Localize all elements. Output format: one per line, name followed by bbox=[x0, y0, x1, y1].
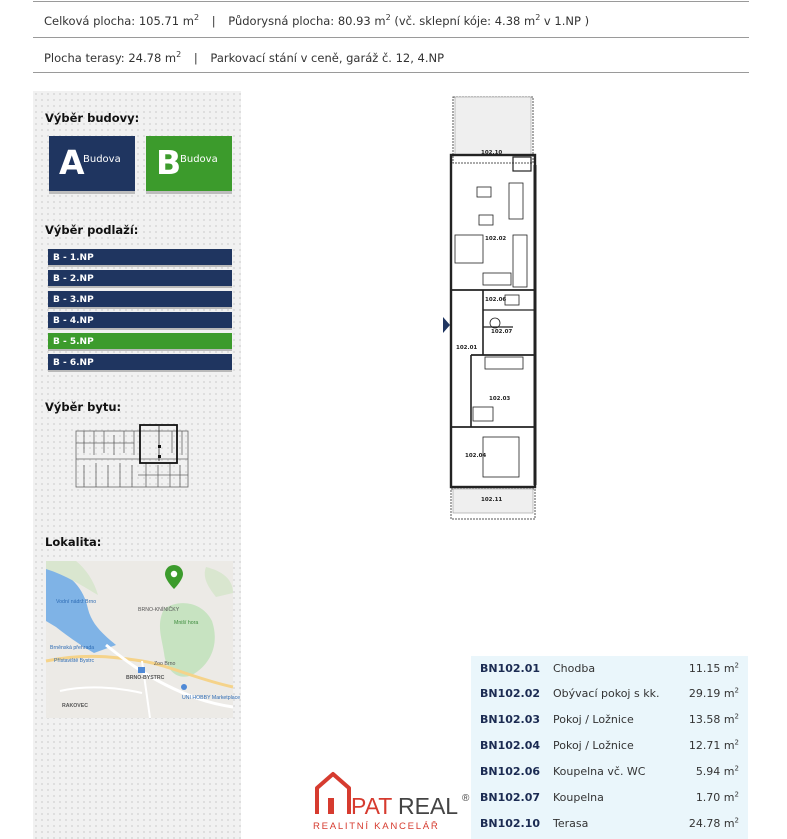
terrace-value: 24.78 m bbox=[128, 50, 177, 65]
floor-area-label: Půdorysná plocha: bbox=[228, 13, 335, 28]
room-label: 102.10 bbox=[481, 150, 503, 156]
room-name: Terasa bbox=[553, 817, 589, 830]
room-area: 1.70 $m^2$ bbox=[695, 790, 739, 804]
area-info-line: Celková plocha: 105.71 $m^2$ | Půdorysná plocha: 80.93 $m^2$ (vč. sklepní kóje: 4.38 $m^2$ v 1.NP ) bbox=[44, 13, 590, 28]
room-label: 102.03 bbox=[489, 396, 511, 402]
building-letter: A bbox=[59, 143, 85, 182]
map-label-kninicky: BRNO-KNÍNIČKY bbox=[138, 607, 180, 613]
building-a-button[interactable] bbox=[49, 136, 135, 194]
floor-title: Výběr podlaží: bbox=[45, 223, 139, 237]
separator: | bbox=[211, 13, 216, 28]
table-row bbox=[471, 785, 748, 810]
table-row bbox=[471, 656, 748, 681]
room-label: 102.04 bbox=[465, 453, 487, 459]
rooms-table bbox=[471, 656, 748, 839]
room-label: 102.06 bbox=[485, 297, 507, 303]
room-area: 24.78 $m^2$ bbox=[688, 816, 739, 830]
table-row bbox=[471, 811, 748, 836]
location-title: Lokalita: bbox=[45, 535, 102, 549]
floor-item-3np[interactable]: B - 3.NP bbox=[48, 291, 232, 309]
logo-tagline: REALITNÍ KANCELÁŘ bbox=[313, 821, 440, 832]
building-label: Budova bbox=[180, 154, 218, 165]
logo-brand-real: REAL bbox=[398, 793, 459, 819]
floor-item-1np[interactable]: B - 1.NP bbox=[48, 249, 232, 267]
zoo-marker-icon bbox=[138, 667, 145, 673]
unit-selector-plan[interactable] bbox=[74, 425, 192, 491]
room-name: Obývací pokoj s kk. bbox=[553, 687, 660, 700]
total-area-value: 105.71 m bbox=[138, 13, 194, 28]
floor-item-2np[interactable]: B - 2.NP bbox=[48, 270, 232, 288]
terrace-label: Plocha terasy: bbox=[44, 50, 125, 65]
room-code: BN102.01 bbox=[480, 662, 541, 675]
room-label: 102.11 bbox=[481, 497, 503, 503]
room-area: 13.58 $m^2$ bbox=[688, 712, 739, 726]
room-code: BN102.07 bbox=[480, 791, 541, 804]
room-code: BN102.06 bbox=[480, 765, 541, 778]
divider-top bbox=[33, 1, 749, 2]
room-name: Pokoj / Ložnice bbox=[553, 739, 634, 752]
map-label-rakovec: RAKOVEC bbox=[62, 703, 88, 709]
room-area: 12.71 $m^2$ bbox=[688, 738, 739, 752]
room-code: BN102.10 bbox=[480, 817, 541, 830]
table-row bbox=[471, 759, 748, 784]
map-label-dam: Brněnská přehrada bbox=[50, 645, 95, 651]
building-title: Výběr budovy: bbox=[45, 111, 140, 125]
map-label-port: Přístaviště Bystrc bbox=[54, 658, 95, 664]
room-code: BN102.02 bbox=[480, 687, 541, 700]
apartment-floor-plan bbox=[443, 95, 538, 520]
cellar-note: (vč. sklepní kóje: 4.38 m bbox=[394, 13, 536, 28]
building-letter: B bbox=[156, 143, 182, 182]
room-label: 102.07 bbox=[491, 329, 513, 335]
map-label-mnisi-hora: Mniší hora bbox=[174, 620, 199, 626]
table-row bbox=[471, 733, 748, 758]
room-name: Koupelna vč. WC bbox=[553, 765, 646, 778]
divider-middle bbox=[33, 37, 749, 38]
map-label-bystrc: BRNO-BYSTRC bbox=[126, 675, 165, 681]
room-code: BN102.04 bbox=[480, 739, 541, 752]
parking-info: Parkovací stání v ceně, garáž č. 12, 4.NP bbox=[210, 50, 445, 65]
building-b-button[interactable] bbox=[146, 136, 232, 194]
logo-reg: ® bbox=[462, 793, 470, 804]
location-map[interactable] bbox=[46, 561, 241, 718]
floor-item-6np[interactable]: B - 6.NP bbox=[48, 354, 232, 372]
map-label-zoo: Zoo Brno bbox=[154, 661, 176, 667]
room-name: Koupelna bbox=[553, 791, 604, 804]
room-code: BN102.03 bbox=[480, 713, 541, 726]
room-area: 11.15 $m^2$ bbox=[688, 661, 739, 675]
shop-marker-icon bbox=[181, 684, 187, 690]
separator: | bbox=[193, 50, 198, 65]
room-name: Chodba bbox=[553, 662, 596, 675]
terrace-info-line: Plocha terasy: 24.78 $m^2$ | Parkovací stání v ceně, garáž č. 12, 4.NP bbox=[44, 50, 445, 65]
entrance-arrow-icon bbox=[443, 317, 450, 333]
logo-brand-pat: PAT bbox=[351, 793, 393, 819]
floor-item-4np[interactable]: B - 4.NP bbox=[48, 312, 232, 330]
floor-item-5np[interactable]: B - 5.NP bbox=[48, 333, 232, 351]
room-label: 102.02 bbox=[485, 236, 507, 242]
map-label-reservoir: Vodní nádrž Brno bbox=[56, 599, 97, 605]
patreal-logo bbox=[313, 772, 473, 832]
sidebar bbox=[33, 91, 241, 839]
table-row bbox=[471, 707, 748, 732]
unit-title: Výběr bytu: bbox=[45, 400, 122, 414]
table-row bbox=[471, 681, 748, 706]
total-area-label: Celková plocha: bbox=[44, 13, 136, 28]
room-area: 5.94 $m^2$ bbox=[695, 764, 739, 778]
building-label: Budova bbox=[83, 154, 121, 165]
map-label-unihobby: UNI HOBBY Marketplace bbox=[182, 695, 241, 701]
floor-area-value: 80.93 m bbox=[337, 13, 386, 28]
divider-bottom bbox=[33, 72, 749, 73]
room-name: Pokoj / Ložnice bbox=[553, 713, 634, 726]
room-area: 29.19 $m^2$ bbox=[688, 686, 739, 700]
room-label: 102.01 bbox=[456, 345, 478, 351]
